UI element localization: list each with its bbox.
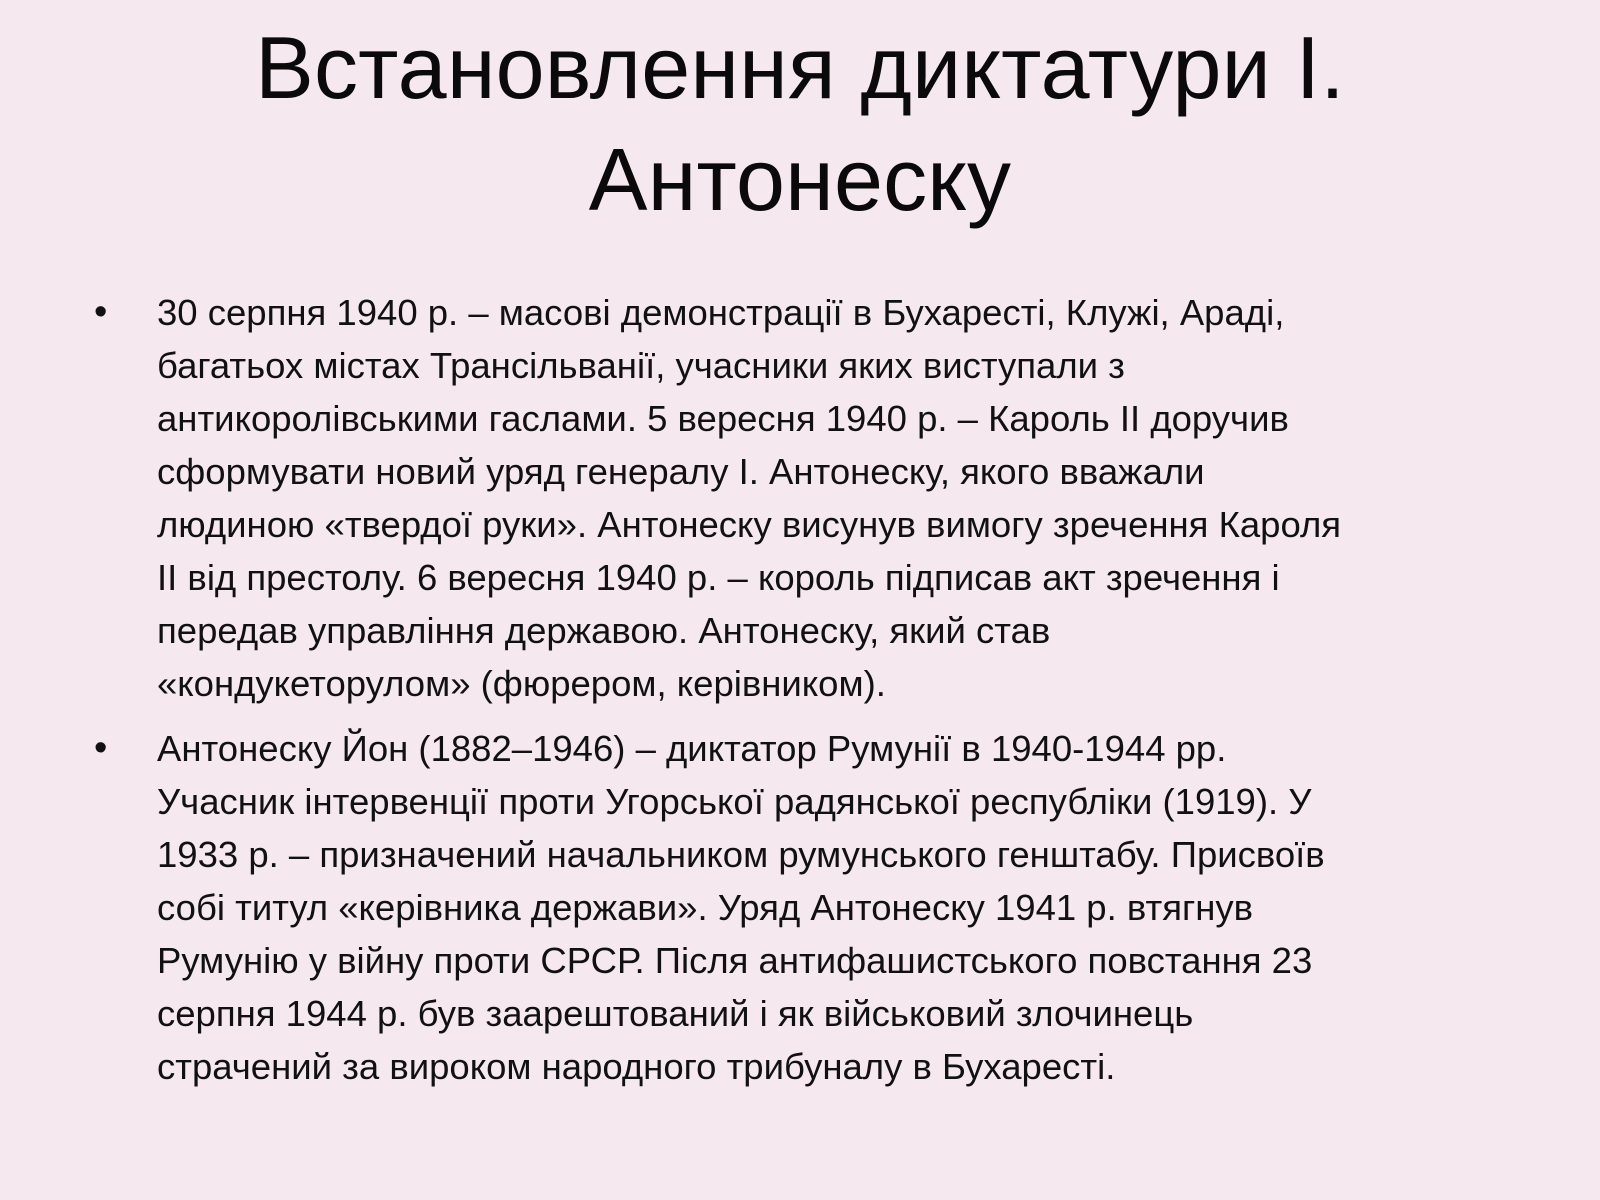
text-line: 30 серпня 1940 р. – масові демонстрації в Бухаресті, Клужі, Араді, [157, 292, 1285, 333]
bullet-marker: • [94, 727, 108, 769]
text-line: багатьох містах Трансільванії, учасники яких виступали з [157, 345, 1125, 386]
slide-title [150, 12, 1450, 236]
text-line: 1933 р. – призначений начальником румунського генштабу. Присвоїв [157, 834, 1325, 875]
title-line: Встановлення диктатури І. [255, 18, 1345, 117]
bullet-list [0, 286, 1600, 1105]
text-line: серпня 1944 р. був заарештований і як військовий злочинець [157, 993, 1194, 1034]
title-line: Антонеску [588, 130, 1012, 229]
text-line: Румунію у війну проти СРСР. Після антифашистського повстання 23 [157, 940, 1313, 981]
bullet-marker: • [94, 291, 108, 333]
bullet-text-2 [157, 722, 1520, 1093]
text-line: сформувати новий уряд генералу І. Антонеску, якого вважали [157, 451, 1205, 492]
text-line: ІІ від престолу. 6 вересня 1940 р. – король підписав акт зречення і [157, 557, 1280, 598]
bullet-text-1 [157, 286, 1520, 710]
bullet-item-1 [0, 286, 1600, 710]
text-line: Учасник інтервенції проти Угорської радянської республіки (1919). У [157, 781, 1312, 822]
text-line: «кондукеторулом» (фюрером, керівником). [157, 663, 886, 704]
text-line: собі титул «керівника держави». Уряд Антонеску 1941 р. втягнув [157, 887, 1254, 928]
text-line: антикоролівськими гаслами. 5 вересня 1940 р. – Кароль ІІ доручив [157, 398, 1289, 439]
text-line: страчений за вироком народного трибуналу в Бухаресті. [157, 1046, 1116, 1087]
bullet-item-2 [0, 722, 1600, 1093]
text-line: людиною «твердої руки». Антонеску висунув вимогу зречення Кароля [157, 504, 1342, 545]
text-line: Антонеску Йон (1882–1946) – диктатор Румунії в 1940-1944 рр. [157, 728, 1227, 769]
text-line: передав управління державою. Антонеску, який став [157, 610, 1051, 651]
